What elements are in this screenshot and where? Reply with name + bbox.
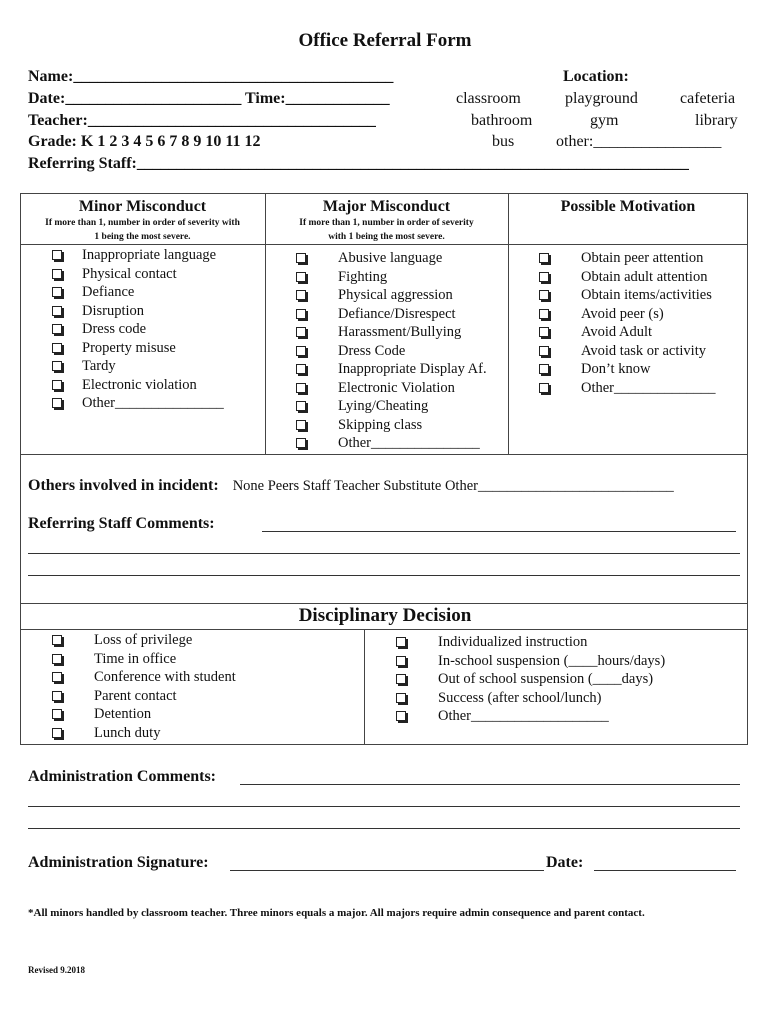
checkbox-icon[interactable] xyxy=(52,324,62,334)
item-label: Don’t know xyxy=(581,361,651,377)
checkbox-item[interactable] xyxy=(539,342,716,361)
checkbox-item[interactable] xyxy=(296,268,487,287)
item-label: Electronic violation xyxy=(82,376,197,393)
minor-subtitle-line: 1 being the most severe. xyxy=(94,232,191,242)
checkbox-icon[interactable] xyxy=(52,380,62,390)
checkbox-icon[interactable] xyxy=(52,635,62,645)
item-label: Harassment/Bullying xyxy=(338,324,462,340)
checkbox-icon[interactable] xyxy=(539,364,549,374)
minor-misconduct-title: Minor Misconduct xyxy=(78,198,207,215)
checkbox-item[interactable] xyxy=(52,631,236,650)
disciplinary-decision-title: Disciplinary Decision xyxy=(298,605,472,626)
item-label: Loss of privilege xyxy=(94,632,193,648)
checkbox-item[interactable] xyxy=(52,724,236,743)
checkbox-item[interactable] xyxy=(296,416,487,435)
admin-comments-line[interactable] xyxy=(28,806,740,807)
checkbox-icon[interactable] xyxy=(539,272,549,282)
admin-signature-line[interactable] xyxy=(230,870,544,871)
item-label: Obtain items/activities xyxy=(581,287,712,303)
policy-note: *All minors handled by classroom teacher. Three minors equals a major. All majors require admin consequence and parent contact. xyxy=(28,907,645,919)
staff-comments-line[interactable] xyxy=(28,553,740,554)
item-label: Physical contact xyxy=(82,265,177,282)
checkbox-item[interactable] xyxy=(296,397,487,416)
checkbox-item[interactable] xyxy=(396,689,665,708)
checkbox-item[interactable] xyxy=(52,339,224,358)
location-gym[interactable]: gym xyxy=(590,112,619,129)
item-label: Individualized instruction xyxy=(438,634,588,650)
item-label: Other______________ xyxy=(581,379,716,396)
staff-comments-line[interactable] xyxy=(28,575,740,576)
checkbox-item[interactable] xyxy=(539,268,716,287)
checkbox-icon[interactable] xyxy=(52,728,62,738)
checkbox-icon[interactable] xyxy=(296,272,306,282)
grade-field[interactable]: Grade: K 1 2 3 4 5 6 7 8 9 10 11 12 xyxy=(28,133,261,150)
checkbox-icon[interactable] xyxy=(539,346,549,356)
checkbox-icon[interactable] xyxy=(52,287,62,297)
checkbox-item[interactable] xyxy=(296,286,487,305)
item-label: Success (after school/lunch) xyxy=(438,689,602,706)
checkbox-icon[interactable] xyxy=(296,346,306,356)
checkbox-icon[interactable] xyxy=(52,343,62,353)
item-label: Dress code xyxy=(82,321,147,337)
checkbox-item[interactable] xyxy=(52,376,224,395)
others-involved-options[interactable]: None Peers Staff Teacher Substitute Other___________________________ xyxy=(232,478,674,494)
item-label: Skipping class xyxy=(338,416,423,433)
checkbox-icon[interactable] xyxy=(539,383,549,393)
checkbox-icon[interactable] xyxy=(296,309,306,319)
item-label: Obtain peer attention xyxy=(581,250,704,266)
item-label: Abusive language xyxy=(338,250,443,266)
decision-left-list xyxy=(52,631,236,742)
checkbox-icon[interactable] xyxy=(539,290,549,300)
location-bus[interactable]: bus xyxy=(492,133,515,150)
checkbox-icon[interactable] xyxy=(52,709,62,719)
item-label: Detention xyxy=(94,706,152,722)
checkbox-item[interactable] xyxy=(396,652,665,671)
staff-comments-label: Referring Staff Comments: xyxy=(28,515,215,532)
checkbox-icon[interactable] xyxy=(296,420,306,430)
checkbox-icon[interactable] xyxy=(296,401,306,411)
divider xyxy=(20,603,748,604)
item-label: Inappropriate language xyxy=(82,247,217,263)
major-subtitle-line: with 1 being the most severe. xyxy=(328,232,445,242)
item-label: Lunch duty xyxy=(94,724,161,741)
item-label: Out of school suspension (____days) xyxy=(438,671,654,687)
minor-misconduct-list xyxy=(52,246,224,413)
checkbox-icon[interactable] xyxy=(52,654,62,664)
checkbox-icon[interactable] xyxy=(296,327,306,337)
checkbox-icon[interactable] xyxy=(396,674,406,684)
date-time-field[interactable]: Date:______________________ Time:_____________ xyxy=(28,90,390,107)
checkbox-item[interactable] xyxy=(52,705,236,724)
checkbox-item[interactable] xyxy=(539,249,716,268)
location-library[interactable]: library xyxy=(695,112,738,129)
checkbox-icon[interactable] xyxy=(396,637,406,647)
location-classroom[interactable]: classroom xyxy=(456,90,521,107)
item-label: Other_______________ xyxy=(82,395,224,411)
checkbox-item[interactable] xyxy=(296,379,487,398)
possible-motivation-title: Possible Motivation xyxy=(560,198,696,215)
location-playground[interactable]: playground xyxy=(565,90,638,107)
admin-date-label: Date: xyxy=(546,854,584,871)
decision-right-list xyxy=(396,633,665,726)
item-label: Avoid task or activity xyxy=(581,342,706,359)
name-field[interactable]: Name:________________________________________ xyxy=(28,68,394,85)
checkbox-item[interactable] xyxy=(396,707,665,726)
item-label: Defiance/Disrespect xyxy=(338,305,456,322)
checkbox-item[interactable] xyxy=(52,320,224,339)
divider xyxy=(20,629,748,630)
revision-label: Revised 9.2018 xyxy=(28,965,85,975)
item-label: Property misuse xyxy=(82,339,176,356)
major-misconduct-list xyxy=(296,249,487,453)
major-misconduct-title: Major Misconduct xyxy=(322,198,451,215)
checkbox-item[interactable] xyxy=(52,283,224,302)
item-label: Lying/Cheating xyxy=(338,398,429,414)
checkbox-icon[interactable] xyxy=(296,364,306,374)
staff-comments-line[interactable] xyxy=(262,531,736,532)
form-title: Office Referral Form xyxy=(298,30,472,51)
major-misconduct-subtitle xyxy=(265,216,508,244)
referring-staff-field[interactable]: Referring Staff:_____________________________________________________________________ xyxy=(28,155,689,172)
checkbox-icon[interactable] xyxy=(52,691,62,701)
checkbox-item[interactable] xyxy=(52,302,224,321)
item-label: Other___________________ xyxy=(438,708,609,724)
checkbox-item[interactable] xyxy=(52,246,224,265)
item-label: Time in office xyxy=(94,650,177,667)
admin-comments-label: Administration Comments: xyxy=(28,768,216,785)
admin-signature-label: Administration Signature: xyxy=(28,854,209,871)
checkbox-item[interactable] xyxy=(296,342,487,361)
checkbox-item[interactable] xyxy=(539,305,716,324)
item-label: Obtain adult attention xyxy=(581,268,708,285)
item-label: Dress Code xyxy=(338,342,406,359)
location-cafeteria[interactable]: cafeteria xyxy=(680,90,736,107)
teacher-field[interactable]: Teacher:____________________________________ xyxy=(28,112,376,129)
checkbox-icon[interactable] xyxy=(52,672,62,682)
checkbox-item[interactable] xyxy=(296,323,487,342)
checkbox-item[interactable] xyxy=(52,394,224,413)
checkbox-item[interactable] xyxy=(296,305,487,324)
admin-comments-line[interactable] xyxy=(240,784,740,785)
item-label: Defiance xyxy=(82,284,135,300)
admin-date-line[interactable] xyxy=(594,870,736,871)
checkbox-icon[interactable] xyxy=(52,306,62,316)
checkbox-item[interactable] xyxy=(296,249,487,268)
item-label: Inappropriate Display Af. xyxy=(338,361,487,377)
location-bathroom[interactable]: bathroom xyxy=(471,112,533,129)
checkbox-item[interactable] xyxy=(52,265,224,284)
item-label: Tardy xyxy=(82,358,116,374)
checkbox-item[interactable] xyxy=(296,434,487,453)
item-label: Physical aggression xyxy=(338,287,453,303)
divider xyxy=(508,193,509,454)
divider xyxy=(364,629,365,745)
checkbox-item[interactable] xyxy=(296,360,487,379)
checkbox-item[interactable] xyxy=(539,379,716,398)
checkbox-icon[interactable] xyxy=(296,253,306,263)
admin-comments-line[interactable] xyxy=(28,828,740,829)
minor-subtitle-line: If more than 1, number in order of severity with xyxy=(45,218,240,228)
checkbox-icon[interactable] xyxy=(296,438,306,448)
checkbox-icon[interactable] xyxy=(296,383,306,393)
checkbox-icon[interactable] xyxy=(52,269,62,279)
checkbox-icon[interactable] xyxy=(539,309,549,319)
item-label: Electronic Violation xyxy=(338,379,455,396)
others-involved-label: Others involved in incident: xyxy=(28,477,219,494)
checkbox-icon[interactable] xyxy=(539,327,549,337)
checkbox-item[interactable] xyxy=(539,360,716,379)
location-label: Location: xyxy=(563,68,629,85)
checkbox-icon[interactable] xyxy=(396,656,406,666)
checkbox-icon[interactable] xyxy=(52,361,62,371)
minor-misconduct-subtitle xyxy=(20,216,265,244)
item-label: Conference with student xyxy=(94,669,236,685)
checkbox-item[interactable] xyxy=(52,668,236,687)
item-label: Avoid Adult xyxy=(581,324,653,340)
item-label: Other_______________ xyxy=(338,435,480,451)
item-label: Fighting xyxy=(338,268,388,285)
checkbox-item[interactable] xyxy=(52,687,236,706)
checkbox-icon[interactable] xyxy=(296,290,306,300)
checkbox-icon[interactable] xyxy=(396,711,406,721)
checkbox-item[interactable] xyxy=(539,286,716,305)
divider xyxy=(20,244,748,245)
checkbox-item[interactable] xyxy=(396,633,665,652)
major-subtitle-line: If more than 1, number in order of severity xyxy=(299,218,474,228)
checkbox-icon[interactable] xyxy=(52,398,62,408)
checkbox-item[interactable] xyxy=(52,357,224,376)
checkbox-icon[interactable] xyxy=(52,250,62,260)
item-label: Avoid peer (s) xyxy=(581,305,664,322)
checkbox-icon[interactable] xyxy=(539,253,549,263)
checkbox-icon[interactable] xyxy=(396,693,406,703)
divider xyxy=(20,454,748,455)
checkbox-item[interactable] xyxy=(396,670,665,689)
checkbox-item[interactable] xyxy=(539,323,716,342)
item-label: In-school suspension (____hours/days) xyxy=(438,652,666,669)
item-label: Parent contact xyxy=(94,687,177,704)
checkbox-item[interactable] xyxy=(52,650,236,669)
others-involved-row xyxy=(28,477,674,495)
possible-motivation-list xyxy=(539,249,716,397)
item-label: Disruption xyxy=(82,302,145,319)
location-other[interactable]: other:________________ xyxy=(556,133,722,150)
